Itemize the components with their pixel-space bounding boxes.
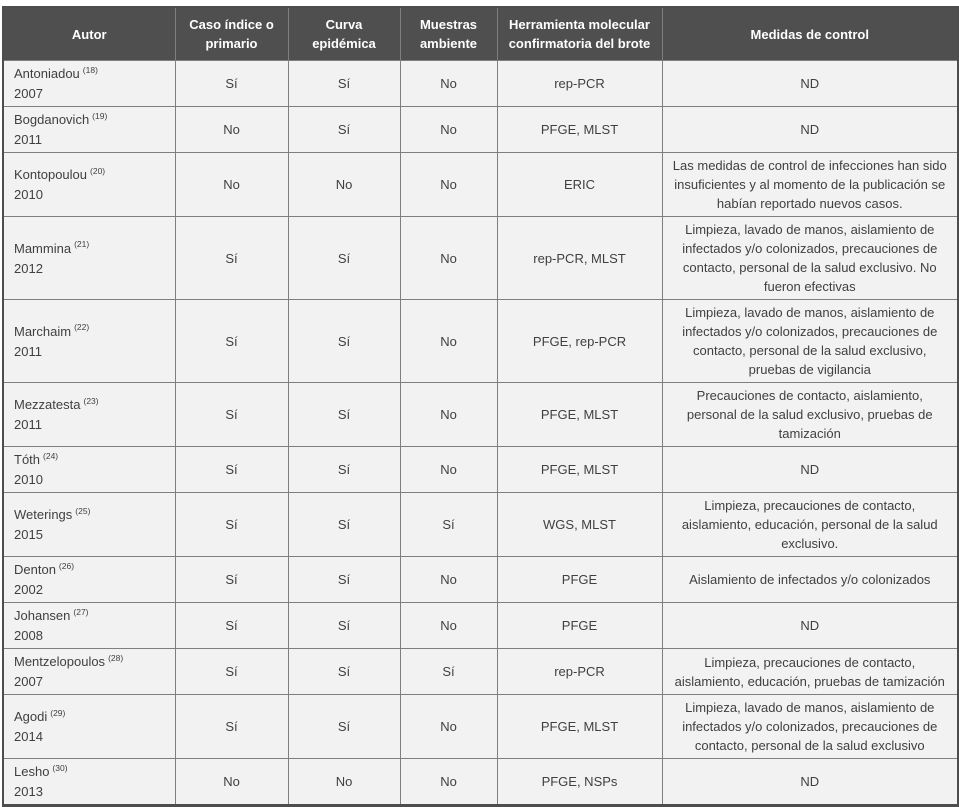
author-reference-superscript: (28) — [108, 652, 124, 663]
cell-muestras-ambiente: No — [400, 300, 497, 383]
cell-caso-indice: No — [175, 107, 288, 153]
author-year: 2010 — [14, 187, 43, 202]
cell-caso-indice: Sí — [175, 493, 288, 557]
author-reference-superscript: (21) — [74, 239, 90, 250]
cell-curva-epidemica: No — [288, 759, 400, 806]
cell-herramienta-molecular: rep-PCR — [497, 61, 662, 107]
cell-curva-epidemica: Sí — [288, 383, 400, 447]
table-row — [3, 695, 958, 759]
cell-caso-indice: Sí — [175, 649, 288, 695]
outbreak-studies-table — [2, 6, 959, 807]
cell-herramienta-molecular: PFGE — [497, 557, 662, 603]
author-reference-superscript: (18) — [82, 64, 98, 75]
author-reference-superscript: (24) — [43, 450, 59, 461]
author-cell — [3, 107, 175, 153]
author-reference-superscript: (25) — [75, 505, 91, 516]
author-cell — [3, 383, 175, 447]
cell-herramienta-molecular: PFGE, rep-PCR — [497, 300, 662, 383]
cell-curva-epidemica: Sí — [288, 649, 400, 695]
cell-medidas-control: Limpieza, precauciones de contacto, aislamiento, educación, personal de la salud exclusivo. — [662, 493, 958, 557]
cell-muestras-ambiente: No — [400, 107, 497, 153]
author-reference-superscript: (29) — [50, 707, 66, 718]
author-year: 2007 — [14, 674, 43, 689]
cell-medidas-control: Las medidas de control de infecciones han sido insuficientes y al momento de la publicación se habían reportado nuevos casos. — [662, 153, 958, 217]
cell-caso-indice: Sí — [175, 603, 288, 649]
cell-medidas-control: ND — [662, 61, 958, 107]
cell-medidas-control: Limpieza, lavado de manos, aislamiento de infectados y/o colonizados, precauciones de contacto, personal de la salud exclusivo — [662, 695, 958, 759]
cell-caso-indice: Sí — [175, 695, 288, 759]
author-name: Antoniadou — [14, 66, 80, 81]
cell-herramienta-molecular: PFGE, MLST — [497, 383, 662, 447]
author-name: Bogdanovich — [14, 112, 90, 127]
cell-caso-indice: Sí — [175, 557, 288, 603]
cell-muestras-ambiente: No — [400, 383, 497, 447]
author-year: 2002 — [14, 582, 43, 597]
cell-medidas-control: Aislamiento de infectados y/o colonizados — [662, 557, 958, 603]
cell-caso-indice: Sí — [175, 61, 288, 107]
table-row — [3, 61, 958, 107]
cell-muestras-ambiente: No — [400, 447, 497, 493]
table-row — [3, 557, 958, 603]
author-cell — [3, 759, 175, 806]
table-body — [3, 61, 958, 806]
author-reference-superscript: (19) — [92, 110, 108, 121]
author-cell — [3, 300, 175, 383]
author-reference-superscript: (20) — [90, 165, 106, 176]
cell-curva-epidemica: Sí — [288, 447, 400, 493]
table-header-row — [3, 7, 958, 61]
author-cell — [3, 557, 175, 603]
cell-caso-indice: No — [175, 153, 288, 217]
cell-herramienta-molecular: rep-PCR, MLST — [497, 217, 662, 300]
author-year: 2012 — [14, 260, 43, 276]
cell-caso-indice: Sí — [175, 383, 288, 447]
col-header-medidas-control: Medidas de control — [662, 7, 958, 61]
cell-curva-epidemica: Sí — [288, 61, 400, 107]
cell-medidas-control: Precauciones de contacto, aislamiento, personal de la salud exclusivo, pruebas de tamización — [662, 383, 958, 447]
cell-caso-indice: Sí — [175, 447, 288, 493]
cell-muestras-ambiente: No — [400, 153, 497, 217]
author-year: 2008 — [14, 628, 43, 643]
author-name: Lesho — [14, 764, 50, 779]
author-cell — [3, 153, 175, 217]
author-cell — [3, 217, 175, 300]
col-header-autor: Autor — [3, 7, 175, 61]
author-name: Denton — [14, 562, 56, 577]
cell-caso-indice: No — [175, 759, 288, 806]
cell-muestras-ambiente: No — [400, 695, 497, 759]
col-header-caso-indice: Caso índice o primario — [175, 7, 288, 61]
cell-muestras-ambiente: No — [400, 557, 497, 603]
cell-herramienta-molecular: PFGE, MLST — [497, 107, 662, 153]
cell-curva-epidemica: Sí — [288, 300, 400, 383]
author-name: Mentzelopoulos — [14, 654, 106, 669]
cell-herramienta-molecular: PFGE, MLST — [497, 447, 662, 493]
cell-curva-epidemica: No — [288, 153, 400, 217]
table-row — [3, 383, 958, 447]
author-cell — [3, 493, 175, 557]
cell-medidas-control: ND — [662, 107, 958, 153]
cell-herramienta-molecular: PFGE, MLST — [497, 695, 662, 759]
cell-curva-epidemica: Sí — [288, 695, 400, 759]
author-reference-superscript: (30) — [52, 762, 68, 773]
col-header-muestras-ambiente: Muestras ambiente — [400, 7, 497, 61]
author-name: Mammina — [14, 240, 72, 256]
cell-medidas-control: Limpieza, lavado de manos, aislamiento de infectados y/o colonizados, precauciones de contacto, personal de la salud exclusivo, pruebas de vigilancia — [662, 300, 958, 383]
cell-muestras-ambiente: No — [400, 217, 497, 300]
table-row — [3, 217, 958, 300]
cell-herramienta-molecular: PFGE — [497, 603, 662, 649]
table-row — [3, 649, 958, 695]
cell-muestras-ambiente: No — [400, 759, 497, 806]
cell-herramienta-molecular: rep-PCR — [497, 649, 662, 695]
cell-herramienta-molecular: WGS, MLST — [497, 493, 662, 557]
table-row — [3, 107, 958, 153]
author-cell — [3, 603, 175, 649]
cell-medidas-control: ND — [662, 447, 958, 493]
author-cell — [3, 695, 175, 759]
table-row — [3, 300, 958, 383]
author-year: 2011 — [14, 343, 42, 359]
author-year: 2011 — [14, 132, 42, 147]
author-reference-superscript: (23) — [83, 395, 99, 406]
author-year: 2013 — [14, 784, 43, 799]
author-year: 2007 — [14, 86, 43, 101]
cell-herramienta-molecular: ERIC — [497, 153, 662, 217]
author-name: Kontopoulou — [14, 167, 88, 182]
cell-curva-epidemica: Sí — [288, 493, 400, 557]
cell-caso-indice: Sí — [175, 300, 288, 383]
author-cell — [3, 649, 175, 695]
author-name: Agodi — [14, 709, 48, 724]
author-name: Weterings — [14, 507, 73, 522]
author-cell — [3, 447, 175, 493]
author-name: Marchaim — [14, 323, 72, 339]
author-reference-superscript: (26) — [58, 560, 75, 571]
table-row — [3, 153, 958, 217]
author-reference-superscript: (22) — [74, 322, 90, 333]
cell-curva-epidemica: Sí — [288, 107, 400, 153]
cell-muestras-ambiente: Sí — [400, 649, 497, 695]
author-year: 2011 — [14, 417, 42, 432]
cell-herramienta-molecular: PFGE, NSPs — [497, 759, 662, 806]
author-cell — [3, 61, 175, 107]
cell-muestras-ambiente: Sí — [400, 493, 497, 557]
author-name: Tóth — [14, 452, 41, 467]
cell-curva-epidemica: Sí — [288, 217, 400, 300]
author-name: Mezzatesta — [14, 397, 81, 412]
cell-medidas-control: Limpieza, precauciones de contacto, aislamiento, educación, pruebas de tamización — [662, 649, 958, 695]
outbreak-studies-table-wrapper — [2, 6, 959, 807]
cell-muestras-ambiente: No — [400, 603, 497, 649]
cell-curva-epidemica: Sí — [288, 603, 400, 649]
cell-curva-epidemica: Sí — [288, 557, 400, 603]
table-row — [3, 603, 958, 649]
cell-muestras-ambiente: No — [400, 61, 497, 107]
table-row — [3, 493, 958, 557]
author-year: 2014 — [14, 729, 43, 744]
cell-caso-indice: Sí — [175, 217, 288, 300]
author-year: 2010 — [14, 472, 43, 487]
cell-medidas-control: ND — [662, 759, 958, 806]
author-year: 2015 — [14, 527, 43, 542]
col-header-herramienta-molecular: Herramienta molecular confirmatoria del brote — [497, 7, 662, 61]
author-reference-superscript: (27) — [73, 606, 89, 617]
table-row — [3, 759, 958, 806]
author-name: Johansen — [14, 608, 71, 623]
cell-medidas-control: Limpieza, lavado de manos, aislamiento de infectados y/o colonizados, precauciones de contacto, personal de la salud exclusivo. No fueron efectivas — [662, 217, 958, 300]
cell-medidas-control: ND — [662, 603, 958, 649]
col-header-curva-epidemica: Curva epidémica — [288, 7, 400, 61]
table-row — [3, 447, 958, 493]
